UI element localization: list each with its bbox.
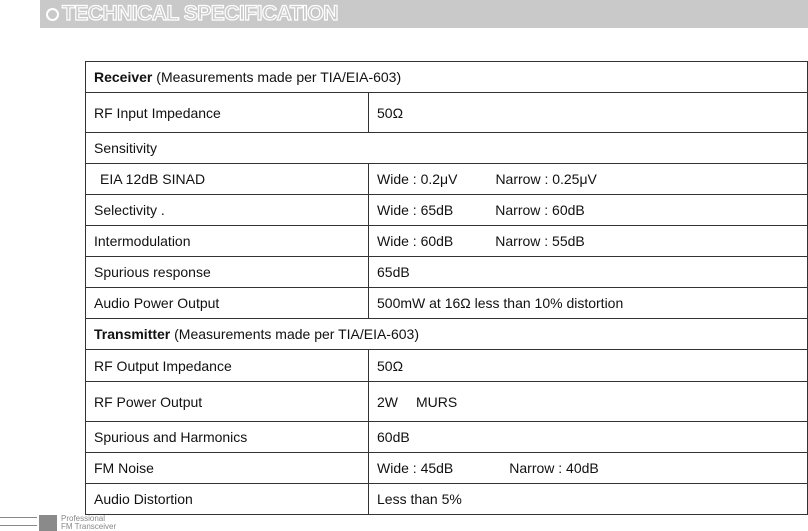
footer-line-1: Professional xyxy=(61,514,106,523)
spec-label: Selectivity . xyxy=(86,195,369,226)
table-row xyxy=(86,226,808,257)
spec-table xyxy=(85,61,808,515)
spec-value: 500mW at 16Ω less than 10% distortion xyxy=(369,288,808,319)
transmitter-section-row xyxy=(86,319,808,350)
spec-value xyxy=(369,226,808,257)
table-row xyxy=(86,195,808,226)
transmitter-title: Transmitter xyxy=(94,326,171,342)
table-row xyxy=(86,257,808,288)
narrow-value: Narrow : 55dB xyxy=(495,233,585,249)
spec-value xyxy=(369,164,808,195)
spec-label: Sensitivity xyxy=(86,133,808,164)
spec-value: Less than 5% xyxy=(369,484,808,515)
wide-value: Wide : 0.2μV xyxy=(377,171,458,187)
receiver-note: (Measurements made per TIA/EIA-603) xyxy=(152,69,402,85)
table-row xyxy=(86,453,808,484)
spec-label: Spurious and Harmonics xyxy=(86,422,369,453)
narrow-value: Narrow : 60dB xyxy=(495,202,585,218)
footer-block xyxy=(39,515,57,531)
spec-label: Intermodulation xyxy=(86,226,369,257)
spec-value: 65dB xyxy=(369,257,808,288)
spec-value: 60dB xyxy=(369,422,808,453)
spec-value xyxy=(369,195,808,226)
table-row xyxy=(86,484,808,515)
table-row xyxy=(86,382,808,422)
wide-value: Wide : 65dB xyxy=(377,202,454,218)
narrow-value: Narrow : 40dB xyxy=(509,460,599,476)
narrow-value: Narrow : 0.25μV xyxy=(495,171,597,187)
wide-value: Wide : 60dB xyxy=(377,233,454,249)
footer-line-2: FM Transceiver xyxy=(61,522,117,531)
circle-bullet-icon xyxy=(46,8,59,21)
receiver-section-row xyxy=(86,62,808,93)
mode-value: MURS xyxy=(416,393,458,410)
footer-rule xyxy=(0,517,37,518)
transmitter-note: (Measurements made per TIA/EIA-603) xyxy=(170,326,419,342)
spec-value xyxy=(369,382,808,422)
power-value: 2W xyxy=(377,393,398,410)
table-row xyxy=(86,164,808,195)
table-row xyxy=(86,422,808,453)
receiver-title: Receiver xyxy=(94,69,153,85)
wide-value: Wide : 45dB xyxy=(377,460,454,476)
spec-label: RF Input Impedance xyxy=(86,93,369,133)
spec-value: 50Ω xyxy=(369,93,808,133)
spec-label: FM Noise xyxy=(86,453,369,484)
section-title: TECHNICAL SPECIFICATION xyxy=(62,2,338,25)
spec-label: RF Output Impedance xyxy=(86,350,369,382)
table-row xyxy=(86,93,808,133)
spec-value: 50Ω xyxy=(369,350,808,382)
spec-label: EIA 12dB SINAD xyxy=(86,164,369,195)
footer-rule xyxy=(0,525,37,526)
spec-label: Spurious response xyxy=(86,257,369,288)
spec-label: Audio Power Output xyxy=(86,288,369,319)
spec-label: Audio Distortion xyxy=(86,484,369,515)
table-row xyxy=(86,133,808,164)
table-row xyxy=(86,350,808,382)
table-row xyxy=(86,288,808,319)
spec-label: RF Power Output xyxy=(86,382,369,422)
spec-value xyxy=(369,453,808,484)
